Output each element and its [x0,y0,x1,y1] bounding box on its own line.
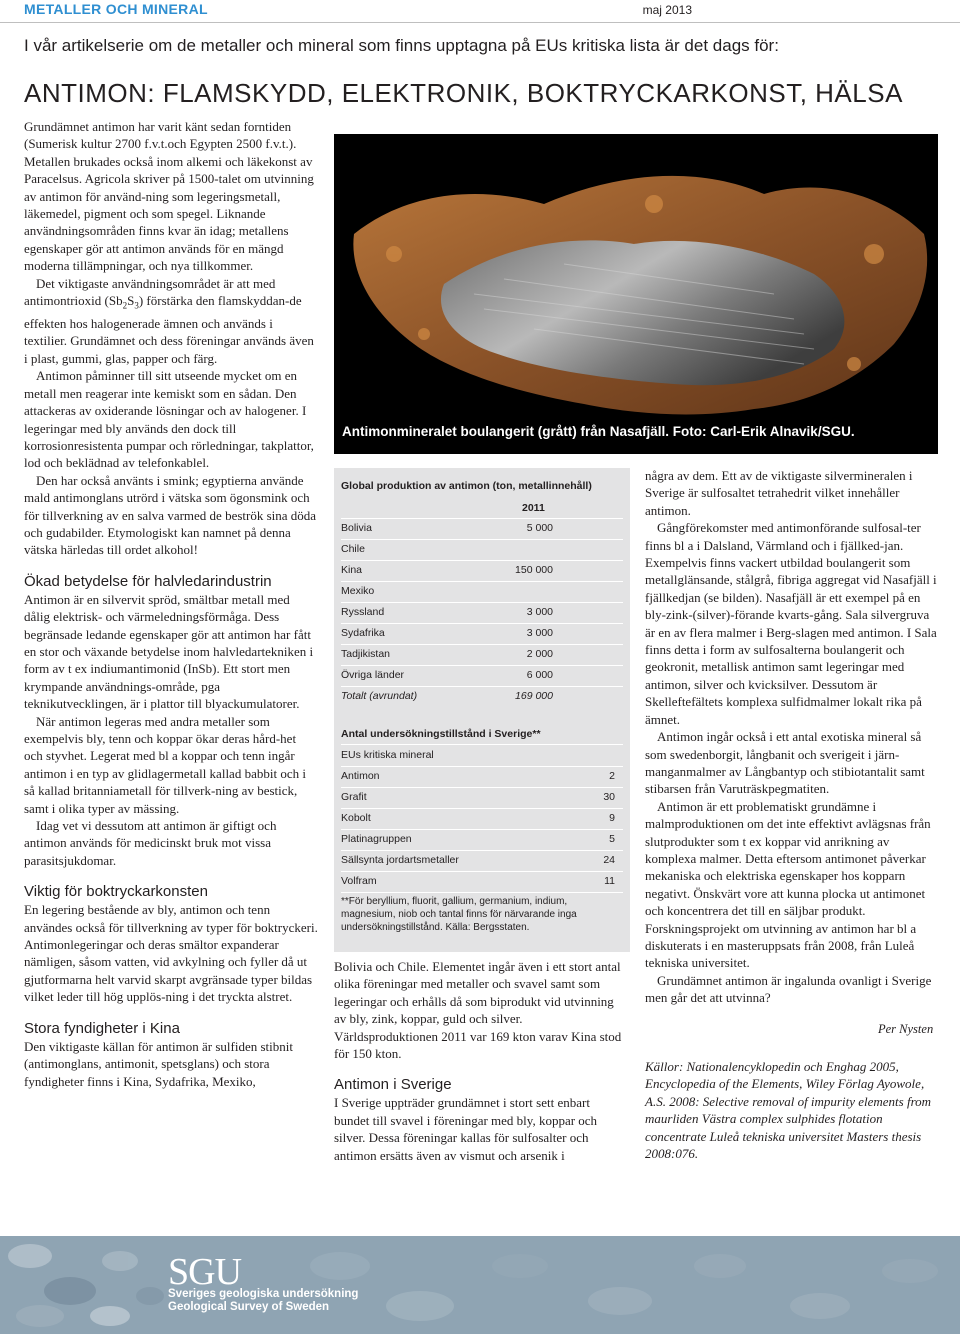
paragraph: Den viktigaste källan för antimon är sulfiden stibnit (antimonglans, antimonit, spetsglans) och stora fyndigheter finns i Kina, Sydafrika, Mexiko, [24,1038,293,1089]
paragraph: några av dem. Ett av de viktigaste silvermineralen i Sverige är sulfosaltet tetrahedrit vilket innehåller antimon. [645,468,913,518]
permit-row: Kobolt 9 [341,812,615,824]
production-row: Kina 150 000 [341,564,553,576]
paragraph: Antimon ingår också i ett antal exotiska mineral så som swedenborgit, långbanit och sverigeit i järn-manganmalmer av Långbantyp och stibiotantalit samt stibarsen från Varuträskpegmatiten. [645,729,925,797]
paragraph: Bolivia och Chile. Elementet ingår även i ett stort antal olika föreningar med metaller och svavel samt som legeringar och erhålls då som biprodukt vid utvinning av bly, zink, koppar, guld och silver. Världsproduktionen 2011 var 169 kton varav Kina stod för 150 kton. [334,959,622,1062]
table-divider [341,892,623,893]
fact-box-footnote: **För beryllium, fluorit, gallium, germanium, indium, magnesium, niob och tantal finns för närvarande inga undersökningstillstånd. Källa: Bergsstaten. [341,896,577,933]
table-divider [341,686,623,687]
paragraph: Idag vet vi dessutom att antimon är giftigt och antimon används för medicinskt bruk mot vissa parasitsjukdomar. [24,818,277,868]
production-row: Tadjikistan 2 000 [341,648,553,660]
table-divider [341,623,623,624]
author-name: Per Nysten [878,1022,934,1036]
permit-row: Volfram 11 [341,875,615,887]
issue-date: maj 2013 [642,3,692,17]
sgu-name-swedish: Sveriges geologiska undersökning [168,1288,359,1300]
production-table-title: Global produktion av antimon (ton, metallinnehåll) [341,480,592,492]
section-heading: Antimon i Sverige [334,1076,452,1094]
production-row: Chile [341,543,365,555]
mineral-photo [334,134,938,454]
paragraph: Antimon påminner till sitt utseende mycket om en metall men reagerar inte kemiskt som en sådan. Den attackeras av oxiderande lösningar och av halogener. I legeringar med bly används den dock till korrosionresistenta pumpar och rörledningar, takplattor, lod och beklädnad av telefonkablel. [24,368,314,471]
production-total-row: Totalt (avrundat) 169 000 [341,690,553,702]
table-divider [341,602,623,603]
fact-box [334,468,630,952]
column-1 [24,118,318,1090]
production-row: Mexiko [341,585,375,597]
table-divider [341,787,623,788]
sources-list: Källor: Nationalencyklopedin och Enghag 2005, Encyclopedia of the Elements, Wiley Förlag Ayowole, A.S. 2008: Selective removal of impurity elements from maurliden Västra complex sulphides flotation concentrate Luleå tekniska universitet Masters thesis 2008:076. [645,1059,932,1162]
column-2 [334,958,626,1164]
paragraph: Grundämnet antimon är ingalunda ovanligt i Sverige men går det att utvinna? [645,972,932,1006]
page-footer [0,1236,960,1334]
table-divider [341,518,623,519]
table-divider [341,871,623,872]
page-header [0,0,960,26]
table-divider [341,665,623,666]
permit-row: Antimon 2 [341,770,615,782]
sgu-logo: SGU [168,1251,242,1293]
table-divider [341,539,623,540]
table-divider [341,766,623,767]
permits-subheader: EUs kritiska mineral [341,749,434,761]
paragraph: Gångförekomster med antimonförande sulfosal-ter finns bl a i Dalsland, Värmland och i fjällked-jan. Exempelvis finns vackert utbildad boulangerit som metallglänsande, stålgrå, fibriga aggregat vid Nasafjäll i fjällkedjan (se bilden). Nasafjäll är ett exempel på en bly-zink-(silver)-förande kvarts-gång. Sala silvergruva är en av flera malmer i Berg-slagen med antimon. I Sala finns detta i form av sulfosalterna boulangerit och geokronit, metallisk antimon samt legeringar med antimon, silver och kvicksilver. Dessutom är Skelleftefältets komplexa sulfidmalmer lokalt rika på ämnet. [645,520,937,727]
header-divider [0,22,960,23]
table-divider [341,829,623,830]
paragraph: Det viktigaste användningsområdet är att med antimontrioxid $(Sb_2S_3)$ förstärka den flamskyddan-de effekten hos halogenerade ämnen och används i textilier. Grundämnet och dess föreningar används även i plast, gummi, glas, papper och färg. [24,275,314,366]
production-row: Sydafrika 3 000 [341,627,553,639]
production-row: Ryssland 3 000 [341,606,553,618]
pebble-background-image [0,1236,960,1334]
paragraph: Grundämnet antimon har varit känt sedan forntiden (Sumerisk kultur 2700 f.v.t.och Egypten 2500 f.v.t.). Metallen brukades också inom alkemi och läkekonst av Paracelsus. Agricola skriver på 1500-talet om utvinning av antimon för använd-ning som legeringsmetall, läkemedel, pigment och som spegel. Liknande användningsområden finns kvar än idag; metallens egenskaper gör att antimon används för en mängd moderna tillämpningar, och nya tillkommer. [24,119,314,274]
table-divider [341,808,623,809]
production-row: Bolivia 5 000 [341,522,553,534]
paragraph: När antimon legeras med andra metaller som exempelvis bly, tenn och koppar ökar deras hård-het och styvhet. Legerat med bl a koppar och tenn ingår antimon i en typ av glidlagermetall kallad babbit och i så kallad britanniametall för tillverk-ning av bestick, samt i olika typer av mässing. [24,713,306,816]
table-divider [341,560,623,561]
paragraph: En legering bestående av bly, antimon och tenn användes också för tillverkning av typer för boktryckeri. Antimonlegeringar och deras smältor expanderar nämligen, såsom vatten, vid avkylning och fyller då ut gjutformarna helt varvid skarpt avgränsade typer bildas vilket leder till hög upplös-ning i det tryckta alstret. [24,902,318,1005]
permit-row: Platinagruppen 5 [341,833,615,845]
photo-caption: Antimonmineralet boulangerit (grått) från Nasafjäll. Foto: Carl-Erik Alnavik/SGU. [342,424,855,439]
section-heading: Stora fyndigheter i Kina [24,1019,180,1037]
page-title: ANTIMON: FLAMSKYDD, ELEKTRONIK, BOKTRYCKARKONST, HÄLSA [24,78,903,108]
production-row: Övriga länder 6 000 [341,669,553,681]
paragraph: Antimon är en silvervit spröd, smältbar metall med dålig elektrisk- och värmeledningsförmåga. Dess begränsade ledande egenskaper gör att antimon har fått en stor och växande betydelse inom halvledartekniken i form av t ex indiumantimonid (InSb). Ett stort men krympande användnings-område, pga teknikutvecklingen, är i plattor till blyackumulatorer. [24,591,314,712]
boulangerite-specimen-image [334,134,938,454]
table-divider [341,644,623,645]
permit-row: Sällsynta jordartsmetaller 24 [341,854,615,866]
paragraph: I Sverige uppträder grundämnet i stort sett enbart bundet till svavel i föreningar med bly, koppar och silver. Dessa föreningar kallas för sulfosalter och antimon ersätts även av vismut och arsenik i [334,1095,598,1163]
permit-row: Grafit 30 [341,791,615,803]
year-header: 2011 [522,502,545,514]
table-divider [341,581,623,582]
paragraph: Antimon är ett problematiskt grundämne i malmproduktionen om det inte effektivt avlägsnas från slutprodukter som t ex koppar vid anrikning av komplexa malmer. Detta eftersom antimonet påverkar mekaniska och elektriska egenskaper hos kopparn negativt. Önskvärt vore att kunna plocka ut antimonet och koncentrera det till en säljbar produkt. Forskningsprojekt om utvinning av antimon har bl a diskuterats i en masteruppsats från 2008, från Luleå tekniska universitet. [645,798,931,971]
intro-line: I vår artikelserie om de metaller och mineral som finns upptagna på EUs kritiska lista är det dags för: [24,36,779,55]
sgu-name-english: Geological Survey of Sweden [168,1301,330,1313]
section-heading: Ökad betydelse för halvledarindustrin [24,572,272,590]
paragraph: Den har också använts i smink; egyptierna använde mald antimonglans utrörd i vätska som ögonsmink och för tillverkning av en salva varmed de beströk sina döda och gudabilder. Etymologiskt kan namnet på denna vätska härledas till ordet alkohol! [24,472,317,558]
column-3 [645,467,939,1007]
table-divider [341,744,623,745]
series-title: METALLER OCH MINERAL [24,1,208,17]
permits-table-title: Antal undersökningstillstånd i Sverige** [341,728,541,740]
table-divider [341,850,623,851]
section-heading: Viktig för boktryckarkonsten [24,883,208,901]
